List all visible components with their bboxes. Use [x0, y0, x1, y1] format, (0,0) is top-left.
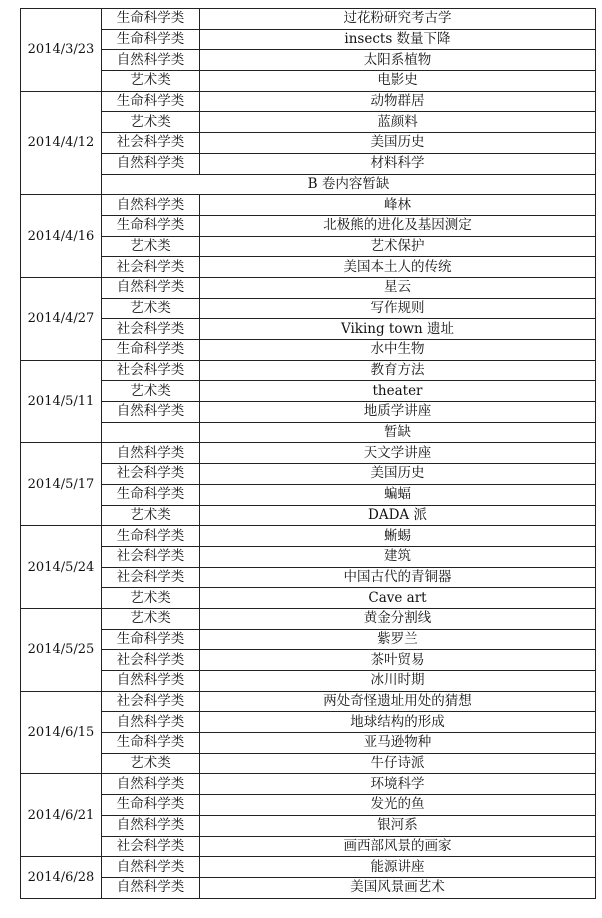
date-cell: 2014/6/28: [21, 857, 102, 898]
category-cell: 自然科学类: [102, 195, 200, 216]
table-row: [21, 9, 596, 30]
topic-cell: 两处奇怪遗址用处的猜想: [200, 691, 596, 712]
table-row: [21, 671, 596, 692]
table-row: [21, 381, 596, 402]
table-row: [21, 443, 596, 464]
table-row: [21, 608, 596, 629]
category-cell: 艺术类: [102, 381, 200, 402]
category-cell: 自然科学类: [102, 857, 200, 878]
table-row: [21, 319, 596, 340]
table-row: [21, 836, 596, 857]
category-cell: 生命科学类: [102, 29, 200, 50]
category-cell: 自然科学类: [102, 877, 200, 898]
table-row: [21, 298, 596, 319]
topic-cell: 美国历史: [200, 464, 596, 485]
date-cell: 2014/4/27: [21, 277, 102, 360]
table-row: [21, 340, 596, 361]
date-cell: 2014/6/21: [21, 774, 102, 857]
category-cell: 生命科学类: [102, 733, 200, 754]
category-cell: 生命科学类: [102, 526, 200, 547]
table-row: [21, 195, 596, 216]
category-cell: 生命科学类: [102, 340, 200, 361]
table-row: [21, 815, 596, 836]
topic-cell: 电影史: [200, 71, 596, 92]
topic-cell: 美国历史: [200, 133, 596, 154]
topic-cell: 画西部风景的画家: [200, 836, 596, 857]
table-row: [21, 546, 596, 567]
table-row: [21, 422, 596, 443]
topic-cell: 牛仔诗派: [200, 753, 596, 774]
table-row: [21, 71, 596, 92]
topic-cell: 茶叶贸易: [200, 650, 596, 671]
table-row: [21, 691, 596, 712]
category-cell: 生命科学类: [102, 484, 200, 505]
date-cell: 2014/5/24: [21, 526, 102, 609]
topic-cell: 蜥蜴: [200, 526, 596, 547]
topic-cell: Cave art: [200, 588, 596, 609]
category-cell: 艺术类: [102, 236, 200, 257]
date-cell: 2014/5/25: [21, 608, 102, 691]
table-row: [21, 257, 596, 278]
topic-cell: 北极熊的进化及基因测定: [200, 215, 596, 236]
topic-cell: theater: [200, 381, 596, 402]
date-cell: 2014/3/23: [21, 9, 102, 92]
table-row: [21, 505, 596, 526]
topic-cell: Viking town 遗址: [200, 319, 596, 340]
table-row: [21, 588, 596, 609]
category-cell: 自然科学类: [102, 443, 200, 464]
category-cell: 生命科学类: [102, 215, 200, 236]
schedule-table-body: [21, 9, 596, 899]
table-row: [21, 650, 596, 671]
topic-cell: 写作规则: [200, 298, 596, 319]
category-cell: 自然科学类: [102, 153, 200, 174]
date-cell: 2014/4/12: [21, 91, 102, 194]
topic-cell: DADA 派: [200, 505, 596, 526]
table-row: [21, 29, 596, 50]
table-row: [21, 112, 596, 133]
table-row: [21, 50, 596, 71]
topic-cell: insects 数量下降: [200, 29, 596, 50]
category-cell: 社会科学类: [102, 546, 200, 567]
topic-cell: 环境科学: [200, 774, 596, 795]
category-cell: 社会科学类: [102, 464, 200, 485]
table-row: [21, 857, 596, 878]
date-cell: 2014/5/11: [21, 360, 102, 443]
category-cell: 艺术类: [102, 71, 200, 92]
topic-cell: 材料科学: [200, 153, 596, 174]
category-cell: 社会科学类: [102, 691, 200, 712]
topic-cell: 银河系: [200, 815, 596, 836]
table-row: [21, 91, 596, 112]
table-row: [21, 712, 596, 733]
category-cell: 艺术类: [102, 505, 200, 526]
topic-cell: 教育方法: [200, 360, 596, 381]
table-row: [21, 795, 596, 816]
topic-cell: 美国本土人的传统: [200, 257, 596, 278]
table-row: [21, 215, 596, 236]
category-cell: 自然科学类: [102, 277, 200, 298]
table-row: [21, 733, 596, 754]
category-cell: 自然科学类: [102, 712, 200, 733]
topic-cell: 冰川时期: [200, 671, 596, 692]
table-row: [21, 877, 596, 898]
table-row: [21, 133, 596, 154]
table-row: [21, 629, 596, 650]
category-cell: 艺术类: [102, 753, 200, 774]
category-cell: 艺术类: [102, 588, 200, 609]
topic-cell: 地质学讲座: [200, 402, 596, 423]
category-cell: 艺术类: [102, 298, 200, 319]
table-row: [21, 360, 596, 381]
category-cell: 社会科学类: [102, 836, 200, 857]
category-cell: 自然科学类: [102, 671, 200, 692]
topic-cell: 紫罗兰: [200, 629, 596, 650]
topic-cell: 发光的鱼: [200, 795, 596, 816]
category-cell: 社会科学类: [102, 567, 200, 588]
category-cell: 社会科学类: [102, 133, 200, 154]
date-cell: 2014/4/16: [21, 195, 102, 278]
topic-cell: 动物群居: [200, 91, 596, 112]
topic-cell: 中国古代的青铜器: [200, 567, 596, 588]
topic-cell: 艺术保护: [200, 236, 596, 257]
category-cell: 社会科学类: [102, 257, 200, 278]
category-cell: 社会科学类: [102, 650, 200, 671]
note-cell: B 卷内容暂缺: [102, 174, 596, 195]
table-row: [21, 153, 596, 174]
topic-cell: 过花粉研究考古学: [200, 9, 596, 30]
schedule-table: [20, 8, 596, 899]
table-row: [21, 402, 596, 423]
category-cell: 自然科学类: [102, 402, 200, 423]
topic-cell: 太阳系植物: [200, 50, 596, 71]
topic-cell: 蝙蝠: [200, 484, 596, 505]
table-row: [21, 774, 596, 795]
table-row: [21, 236, 596, 257]
date-cell: 2014/6/15: [21, 691, 102, 774]
topic-cell: 美国风景画艺术: [200, 877, 596, 898]
topic-cell: 星云: [200, 277, 596, 298]
table-row: [21, 567, 596, 588]
table-row: [21, 484, 596, 505]
table-row: [21, 526, 596, 547]
topic-cell: 水中生物: [200, 340, 596, 361]
table-row: [21, 753, 596, 774]
category-cell: 生命科学类: [102, 629, 200, 650]
category-cell: 自然科学类: [102, 815, 200, 836]
topic-cell: 天文学讲座: [200, 443, 596, 464]
topic-cell: 亚马逊物种: [200, 733, 596, 754]
date-cell: 2014/5/17: [21, 443, 102, 526]
category-cell: 自然科学类: [102, 50, 200, 71]
topic-cell: 地球结构的形成: [200, 712, 596, 733]
topic-cell: 建筑: [200, 546, 596, 567]
topic-cell: 峰林: [200, 195, 596, 216]
category-cell: 社会科学类: [102, 319, 200, 340]
category-cell: 生命科学类: [102, 795, 200, 816]
topic-cell: 能源讲座: [200, 857, 596, 878]
category-cell: 生命科学类: [102, 9, 200, 30]
category-cell: 艺术类: [102, 112, 200, 133]
topic-cell: 黄金分割线: [200, 608, 596, 629]
table-row: [21, 277, 596, 298]
table-row: [21, 174, 596, 195]
table-row: [21, 464, 596, 485]
category-cell: 艺术类: [102, 608, 200, 629]
category-cell: 自然科学类: [102, 774, 200, 795]
topic-cell: 暂缺: [200, 422, 596, 443]
category-cell: 社会科学类: [102, 360, 200, 381]
category-cell: 生命科学类: [102, 91, 200, 112]
topic-cell: 蓝颜料: [200, 112, 596, 133]
category-cell: [102, 422, 200, 443]
